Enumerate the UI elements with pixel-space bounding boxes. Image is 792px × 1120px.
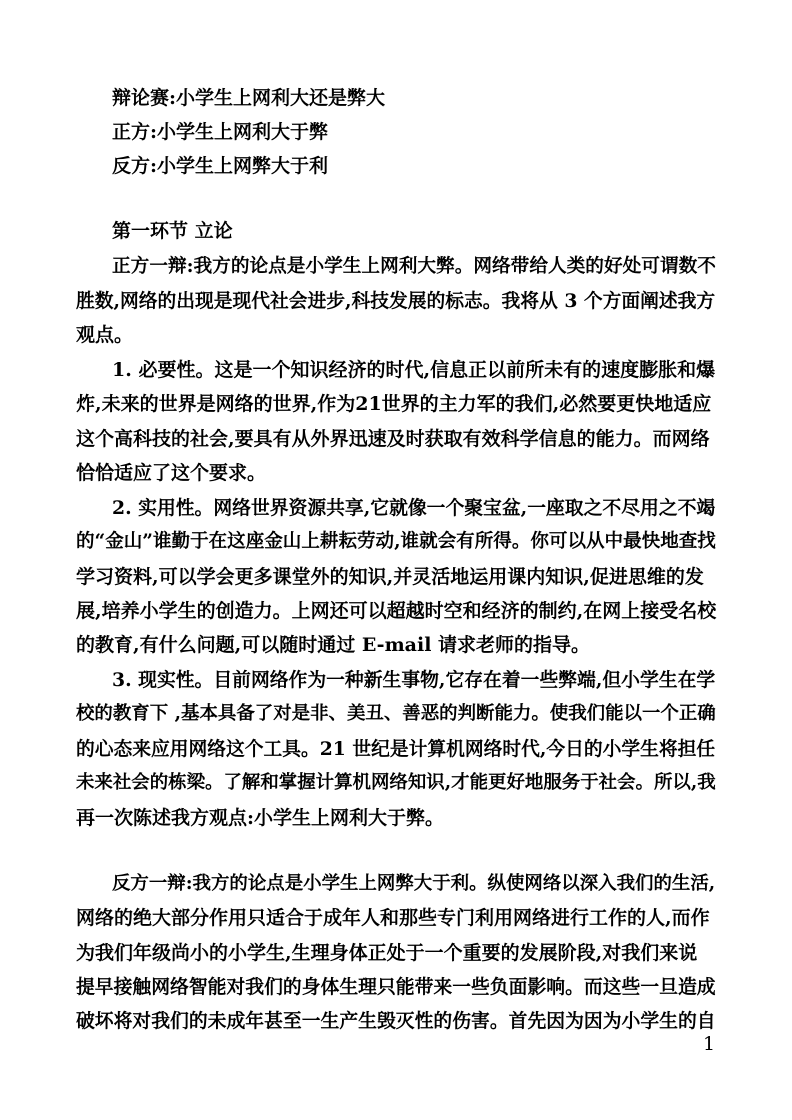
paragraph-line: 的教育,有什么问题,可以随时通过 E-mail 请求老师的指导。 [76, 634, 591, 656]
paragraph-line: 再一次陈述我方观点:小学生上网利大于弊。 [76, 807, 445, 829]
paragraph-line: 这个高科技的社会,要具有从外界迅速及时获取有效科学信息的能力。而网络 [76, 428, 710, 450]
debate-title: 辩论赛:小学生上网利大还是弊大 [112, 87, 386, 109]
paragraph-line: 胜数,网络的出现是现代社会进步,科技发展的标志。我将从 3 个方面阐述我方 [76, 290, 716, 312]
paragraph-line: 的心态来应用网络这个工具。21 世纪是计算机网络时代,今日的小学生将担任 [76, 738, 716, 760]
paragraph-line: 校的教育下 ,基本具备了对是非、美丑、善恶的判断能力。使我们能以一个正确 [76, 703, 716, 724]
paragraph-line: 正方一辩:我方的论点是小学生上网利大弊。网络带给人类的好处可谓数不 [112, 255, 716, 277]
paragraph-line: 展,培养小学生的创造力。上网还可以超越时空和经济的制约,在网上接受名校 [76, 600, 717, 622]
page-number: 1 [703, 1033, 716, 1055]
section-heading: 第一环节 立论 [112, 220, 233, 242]
paragraph-line: 1. 必要性。这是一个知识经济的时代,信息正以前所未有的速度膨胀和爆 [112, 359, 716, 381]
paragraph-line: 未来社会的栋梁。了解和掌握计算机网络知识,才能更好地服务于社会。所以,我 [76, 772, 716, 793]
paragraph-line: 提早接触网络智能对我们的身体生理只能带来一些负面影响。而这些一旦造成 [76, 976, 716, 998]
paragraph-line: 2. 实用性。网络世界资源共享,它就像一个聚宝盆,一座取之不尽用之不竭 [112, 497, 716, 519]
paragraph-line: 3. 现实性。目前网络作为一种新生事物,它存在着一些弊端,但小学生在学 [112, 669, 716, 691]
paragraph-line: 恰恰适应了这个要求。 [76, 462, 267, 484]
paragraph-line: 观点。 [76, 324, 134, 346]
paragraph-line: 的“金山”谁勤于在这座金山上耕耘劳动,谁就会有所得。你可以从中最快地查找 [76, 531, 716, 552]
paragraph-line: 为我们年级尚小的小学生,生理身体正处于一个重要的发展阶段,对我们来说 [76, 942, 698, 964]
pro-side-statement: 正方:小学生上网利大于弊 [112, 121, 329, 143]
paragraph-line: 破坏将对我们的未成年甚至一生产生毁灭性的伤害。首先因为因为小学生的自 [76, 1010, 716, 1032]
con-side-statement: 反方:小学生上网弊大于利 [112, 155, 329, 177]
paragraph-line: 反方一辩:我方的论点是小学生上网弊大于利。纵使网络以深入我们的生活, [112, 873, 716, 894]
paragraph-line: 学习资料,可以学会更多课堂外的知识,并灵活地运用课内知识,促进思维的发 [76, 566, 704, 588]
paragraph-line: 炸,未来的世界是网络的世界,作为21世界的主力军的我们,必然要更快地适应 [76, 393, 712, 415]
paragraph-line: 网络的绝大部分作用只适合于成年人和那些专门利用网络进行工作的人,而作 [76, 907, 710, 929]
